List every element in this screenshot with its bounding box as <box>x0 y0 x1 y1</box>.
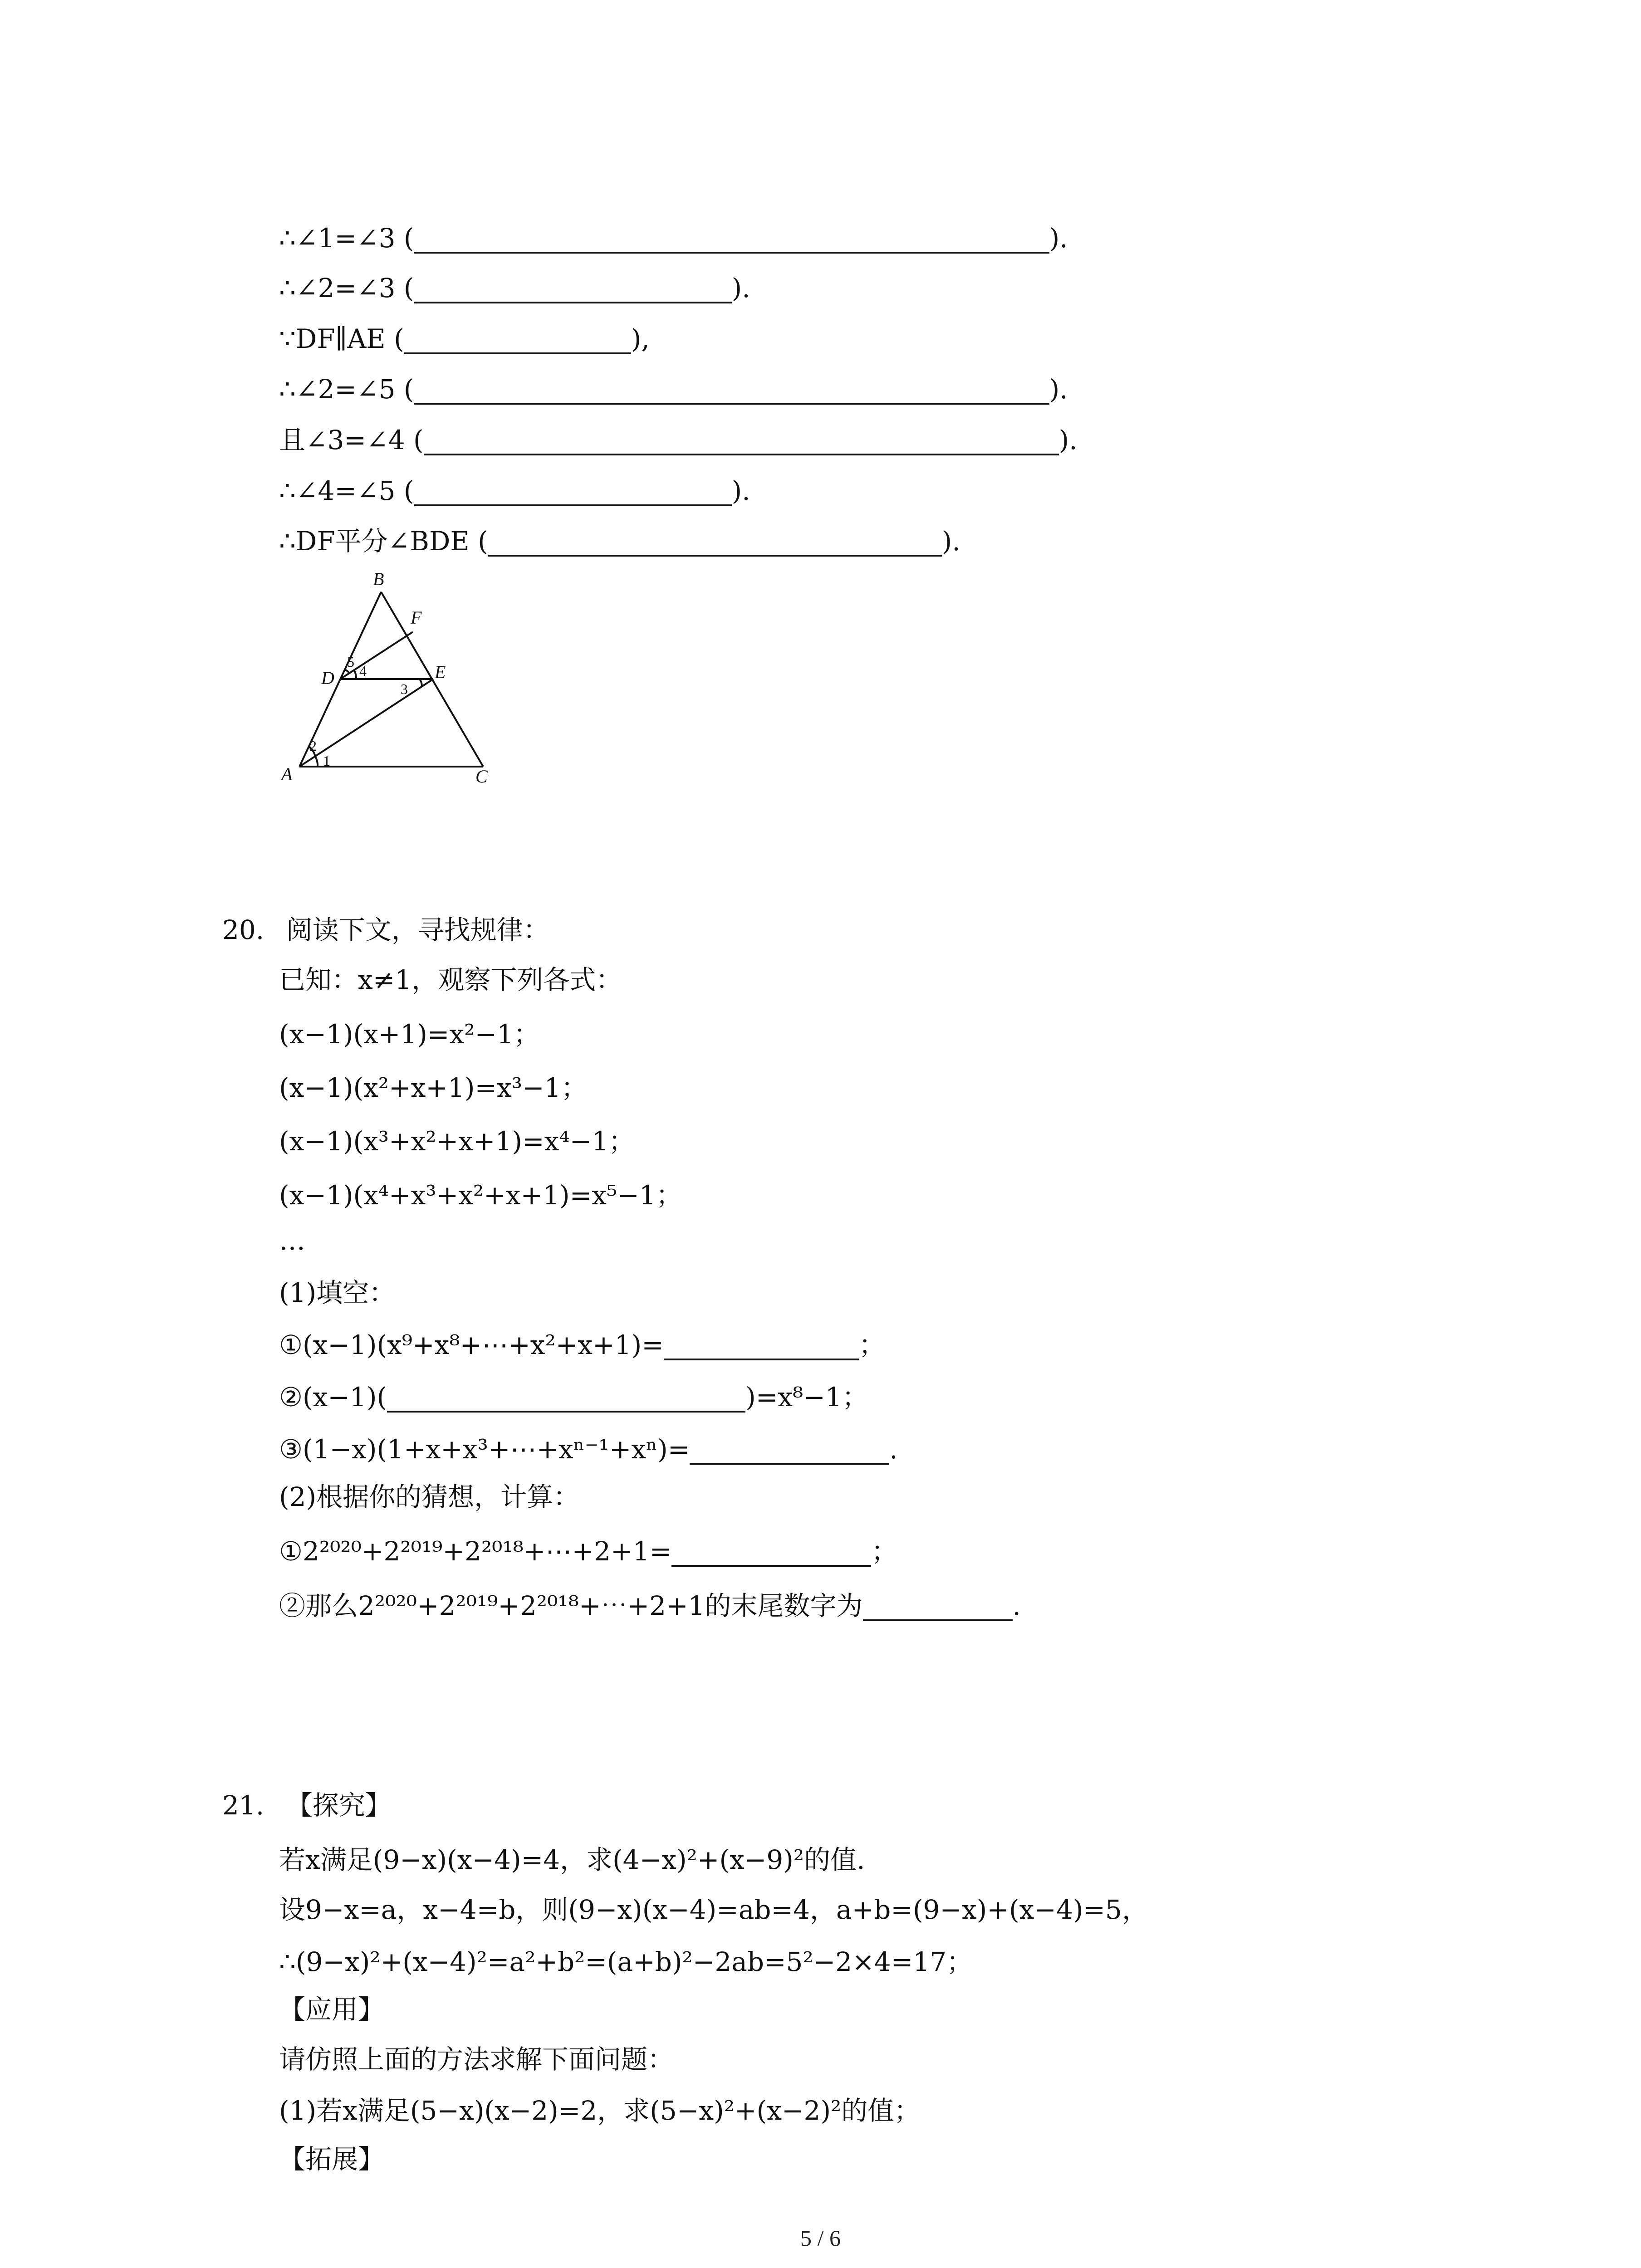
q19-step-7: ∴DF平分∠BDE ( ). <box>279 526 960 557</box>
angle-label-4: 4 <box>359 663 367 679</box>
q20-calc-1: ①2²⁰²⁰+2²⁰¹⁹+2²⁰¹⁸+⋯+2+1= ； <box>279 1536 898 1567</box>
vertex-b-label: B <box>373 569 384 589</box>
q21-header <box>222 1789 392 1821</box>
q20-given: 已知：x≠1，观察下列各式： <box>279 964 622 995</box>
q19-step-5: 且∠3=∠4 ( ). <box>279 425 1078 455</box>
question-number: 21. <box>222 1790 265 1821</box>
vertex-f-label: F <box>411 607 422 628</box>
q21-let-line: 设9−x=a，x−4=b，则(9−x)(x−4)=ab=4，a+b=(9−x)+(x−4)=5， <box>279 1894 1148 1925</box>
answer-blank[interactable] <box>414 276 732 303</box>
answer-blank[interactable] <box>424 428 1059 455</box>
q21-extend-heading: 【拓展】 <box>279 2144 385 2175</box>
angle-arc-5 <box>345 670 349 673</box>
answer-blank[interactable] <box>671 1540 871 1567</box>
vertex-e-label: E <box>435 662 446 682</box>
q20-example-1: (x−1)(x+1)=x²−1； <box>279 1019 540 1050</box>
q20-example-3: (x−1)(x³+x²+x+1)=x⁴−1； <box>279 1126 635 1157</box>
q20-ellipsis: … <box>279 1225 305 1256</box>
q19-step-6: ∴∠4=∠5 ( ). <box>279 475 750 506</box>
angle-arc-3 <box>420 679 422 686</box>
q20-fill-3: ③(1−x)(1+x+x³+⋯+xⁿ⁻¹+xⁿ)= . <box>279 1434 898 1465</box>
q20-fill-1: ①(x−1)(x⁹+x⁸+⋯+x²+x+1)= ； <box>279 1330 885 1360</box>
vertex-c-label: C <box>475 766 488 785</box>
q21-explore-heading: 【探究】 <box>286 1790 392 1821</box>
answer-blank[interactable] <box>414 479 732 506</box>
page-number: 5 / 6 <box>800 2225 841 2251</box>
angle-arc-4 <box>354 670 356 679</box>
answer-blank[interactable] <box>404 327 631 354</box>
answer-blank[interactable] <box>414 377 1049 405</box>
vertex-d-label: D <box>321 668 334 688</box>
q20-part1-label: (1)填空： <box>279 1277 396 1308</box>
q21-part1: (1)若x满足(5−x)(x−2)=2，求(5−x)²+(x−2)²的值； <box>279 2095 921 2126</box>
angle-label-3: 3 <box>401 681 408 697</box>
q20-part2-label: (2)根据你的猜想，计算： <box>279 1481 580 1512</box>
triangle-figure <box>272 567 508 785</box>
q19-step-1: ∴∠1=∠3 ( ). <box>279 223 1068 254</box>
angle-arc-1 <box>315 757 318 767</box>
q20-example-2: (x−1)(x²+x+1)=x³−1； <box>279 1072 588 1103</box>
q21-result-line: ∴(9−x)²+(x−4)²=a²+b²=(a+b)²−2ab=5²−2×4=17； <box>279 1946 973 1977</box>
q19-step-2: ∴∠2=∠3 ( ). <box>279 273 750 303</box>
answer-blank[interactable] <box>863 1594 1013 1621</box>
q20-fill-2: ②(x−1)( )=x⁸−1； <box>279 1382 868 1413</box>
q19-step-3: ∵DF∥AE ( ), <box>279 323 650 354</box>
answer-blank[interactable] <box>488 529 942 557</box>
q20-title: 阅读下文，寻找规律： <box>286 914 549 945</box>
answer-blank[interactable] <box>690 1437 889 1465</box>
angle-label-5: 5 <box>347 654 354 670</box>
vertex-a-label: A <box>281 764 293 784</box>
angle-label-1: 1 <box>323 753 330 769</box>
answer-blank[interactable] <box>664 1333 859 1360</box>
answer-blank[interactable] <box>387 1385 745 1413</box>
q21-apply-heading: 【应用】 <box>279 1994 385 2025</box>
q20-header <box>222 914 549 946</box>
q21-problem: 若x满足(9−x)(x−4)=4，求(4−x)²+(x−9)²的值. <box>279 1844 865 1875</box>
angle-label-2: 2 <box>309 738 317 754</box>
q20-example-4: (x−1)(x⁴+x³+x²+x+1)=x⁵−1； <box>279 1180 682 1211</box>
q19-step-4: ∴∠2=∠5 ( ). <box>279 374 1068 405</box>
question-number: 20. <box>222 914 265 945</box>
q21-instruction: 请仿照上面的方法求解下面问题： <box>279 2044 674 2075</box>
answer-blank[interactable] <box>414 226 1049 254</box>
q20-calc-2: ②那么2²⁰²⁰+2²⁰¹⁹+2²⁰¹⁸+⋯+2+1的末尾数字为 . <box>279 1590 1021 1621</box>
